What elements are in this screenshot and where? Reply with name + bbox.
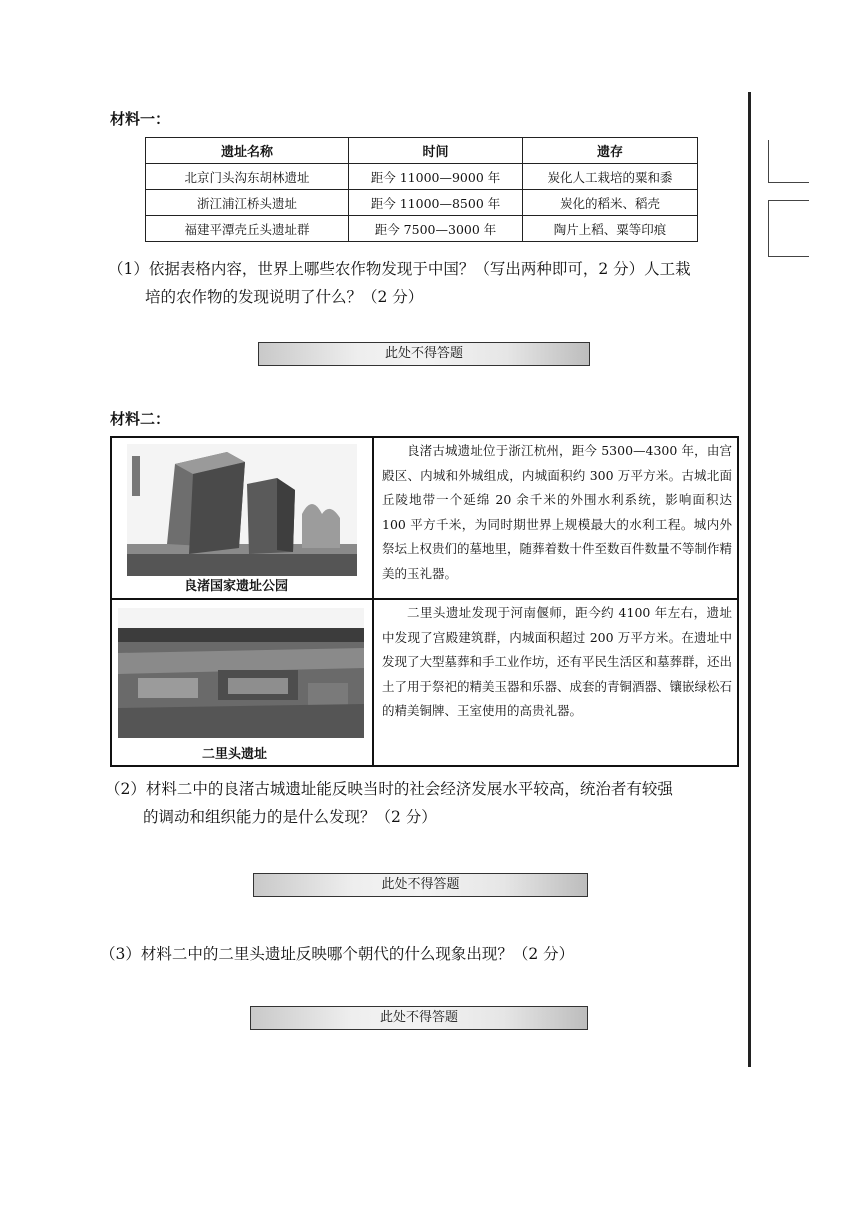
table-cell: 炭化的稻米、稻壳 [523, 190, 698, 216]
liangzhu-caption: 良渚国家遗址公园 [184, 579, 289, 594]
table-header: 遗存 [523, 138, 698, 164]
table-cell: 浙江浦江桥头遗址 [146, 190, 349, 216]
no-answer-box-2: 此处不得答题 [253, 873, 588, 897]
liangzhu-text: 良渚古城遗址位于浙江杭州，距今 5300—4300 年，由宫殿区、内城和外城组成，内城面积约 300 万平方米。古城北面丘陵地带一个延绵 20 余千米的外围水利系统，影响面积达 100 平方千米，为同时期世界上规模最大的水利工程。城内外祭坛上权贵们的墓地里，随葬着数十件至数百件数量不等制作精美的玉礼器。 [382, 443, 733, 581]
question1-line1: （1）依据表格内容，世界上哪些农作物发现于中国？（写出两种即可，2 分）人工栽 [108, 260, 691, 278]
table-cell: 距今 11000—9000 年 [349, 164, 523, 190]
table-cell: 距今 11000—8500 年 [349, 190, 523, 216]
margin-mark-top [768, 140, 809, 183]
sites-table [145, 137, 698, 242]
margin-mark-bottom [768, 200, 809, 257]
material2-label: 材料二： [110, 410, 171, 428]
box-divider-vertical [372, 438, 374, 765]
table-cell: 北京门头沟东胡林遗址 [146, 164, 349, 190]
question3-line1: （3）材料二中的二里头遗址反映哪个朝代的什么现象出现？（2 分） [100, 945, 575, 963]
erlitou-caption: 二里头遗址 [202, 747, 268, 762]
liangzhu-photo [127, 444, 357, 576]
erlitou-photo [118, 608, 364, 738]
material2-box [110, 436, 739, 767]
question2-line1: （2）材料二中的良渚古城遗址能反映当时的社会经济发展水平较高，统治者有较强 [105, 780, 673, 798]
table-row [146, 216, 698, 242]
table-cell: 炭化人工栽培的粟和黍 [523, 164, 698, 190]
no-answer-box-1: 此处不得答题 [258, 342, 590, 366]
table-row [146, 164, 698, 190]
erlitou-text: 二里头遗址发现于河南偃师，距今约 4100 年左右，遗址中发现了宫殿建筑群，内城面积超过 200 万平方米。在遗址中发现了大型墓葬和手工业作坊，还有平民生活区和墓葬群，还出土了用于祭祀的精美玉器和乐器、成套的青铜酒器、镶嵌绿松石的精美铜牌、王室使用的高贵礼器。 [382, 605, 733, 718]
box-divider-horizontal-left [112, 598, 372, 600]
table-cell: 陶片上稻、粟等印痕 [523, 216, 698, 242]
material1-label: 材料一： [110, 110, 171, 128]
table-row [146, 190, 698, 216]
table-cell: 距今 7500—3000 年 [349, 216, 523, 242]
table-header: 遗址名称 [146, 138, 349, 164]
question2-line2: 的调动和组织能力的是什么发现？（2 分） [143, 808, 437, 826]
table-header-row [146, 138, 698, 164]
question1-line2: 培的农作物的发现说明了什么？（2 分） [145, 288, 424, 306]
table-cell: 福建平潭壳丘头遗址群 [146, 216, 349, 242]
table-header: 时间 [349, 138, 523, 164]
no-answer-box-3: 此处不得答题 [250, 1006, 588, 1030]
margin-rule [748, 92, 751, 1067]
box-divider-horizontal-right [374, 598, 737, 600]
